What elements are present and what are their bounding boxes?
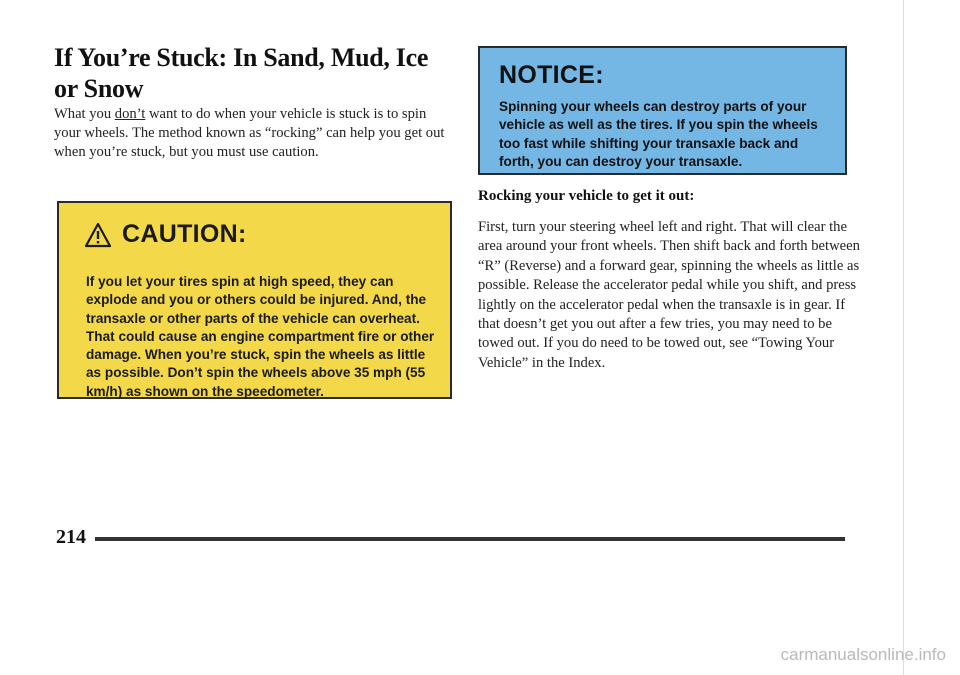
caution-header xyxy=(84,220,247,249)
watermark: carmanualsonline.info xyxy=(780,645,946,664)
page-title: If You’re Stuck: In Sand, Mud, Ice or Snow xyxy=(54,43,429,103)
warning-triangle-icon xyxy=(84,222,112,248)
notice-title: NOTICE: xyxy=(499,61,604,89)
intro-text-start: What you xyxy=(54,106,115,122)
intro-text-end: want to do when your vehicle is stuck is to spin your wheels. The method known as “rocking” can help you get out when you’re stuck, but you must use caution. xyxy=(54,106,445,160)
caution-text: If you let your tires spin at high speed, they can explode and you or others could be injured. And, the transaxle or other parts of the vehicle can overheat. That could cause an engine compartment fire or other damage. When you’re stuck, spin the wheels as little as possible. Don’t spin the wheels above 35 mph (55 km/h) as shown on the speedometer. xyxy=(86,274,435,399)
caution-title: CAUTION: xyxy=(122,220,247,248)
footer-rule xyxy=(95,537,845,541)
intro-paragraph xyxy=(54,105,454,162)
rocking-body: First, turn your steering wheel left and right. That will clear the area around your front wheels. Then shift back and forth between “R” (Reverse) and a forward gear, spinning the wheels as little as possible. Release the accelerator pedal while you shift, and press lightly on the accelerator pedal when the transaxle is in gear. If that doesn’t get you out after a few tries, you may need to be towed out. If you do need to be towed out, see “Towing Your Vehicle” in the Index. xyxy=(478,219,860,371)
page-edge-divider xyxy=(903,0,904,675)
caution-box xyxy=(57,201,452,399)
notice-text: Spinning your wheels can destroy parts of your vehicle as well as the tires. If you spin the wheels too fast while shifting your transaxle back and forth, you can destroy your transaxle. xyxy=(499,99,818,169)
page-number: 214 xyxy=(56,526,86,548)
rocking-heading: Rocking your vehicle to get it out: xyxy=(478,188,695,204)
intro-emphasis: don’t xyxy=(114,106,146,122)
notice-box xyxy=(478,46,847,175)
